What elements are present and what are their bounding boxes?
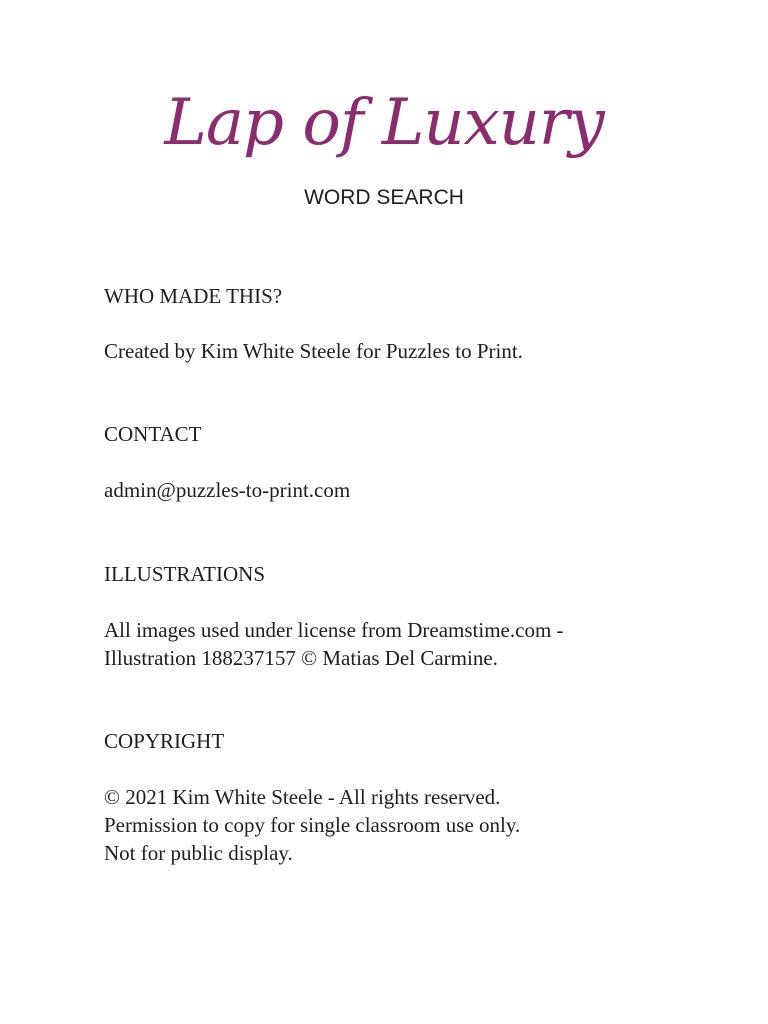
body-line: Created by Kim White Steele for Puzzles to Print. xyxy=(104,339,523,363)
section-body-who-made-this xyxy=(104,337,704,365)
section-body-illustrations xyxy=(104,616,704,672)
body-line: © 2021 Kim White Steele - All rights reserved. xyxy=(104,785,501,809)
section-heading-copyright: COPYRIGHT xyxy=(104,729,225,753)
section-heading-illustrations: ILLUSTRATIONS xyxy=(104,562,265,586)
section-heading-contact: CONTACT xyxy=(104,422,202,446)
body-line: All images used under license from Dreamstime.com - xyxy=(104,618,564,642)
body-line: Not for public display. xyxy=(104,841,293,865)
body-line: Illustration 188237157 © Matias Del Carmine. xyxy=(104,646,498,670)
section-heading-who-made-this: WHO MADE THIS? xyxy=(104,284,283,308)
body-line: Permission to copy for single classroom use only. xyxy=(104,813,521,837)
contact-email: admin@puzzles-to-print.com xyxy=(104,478,351,502)
page-subtitle: WORD SEARCH xyxy=(304,186,464,209)
section-body-contact xyxy=(104,476,704,504)
section-body-copyright xyxy=(104,783,704,867)
page-title: Lap of Luxury xyxy=(164,86,604,160)
